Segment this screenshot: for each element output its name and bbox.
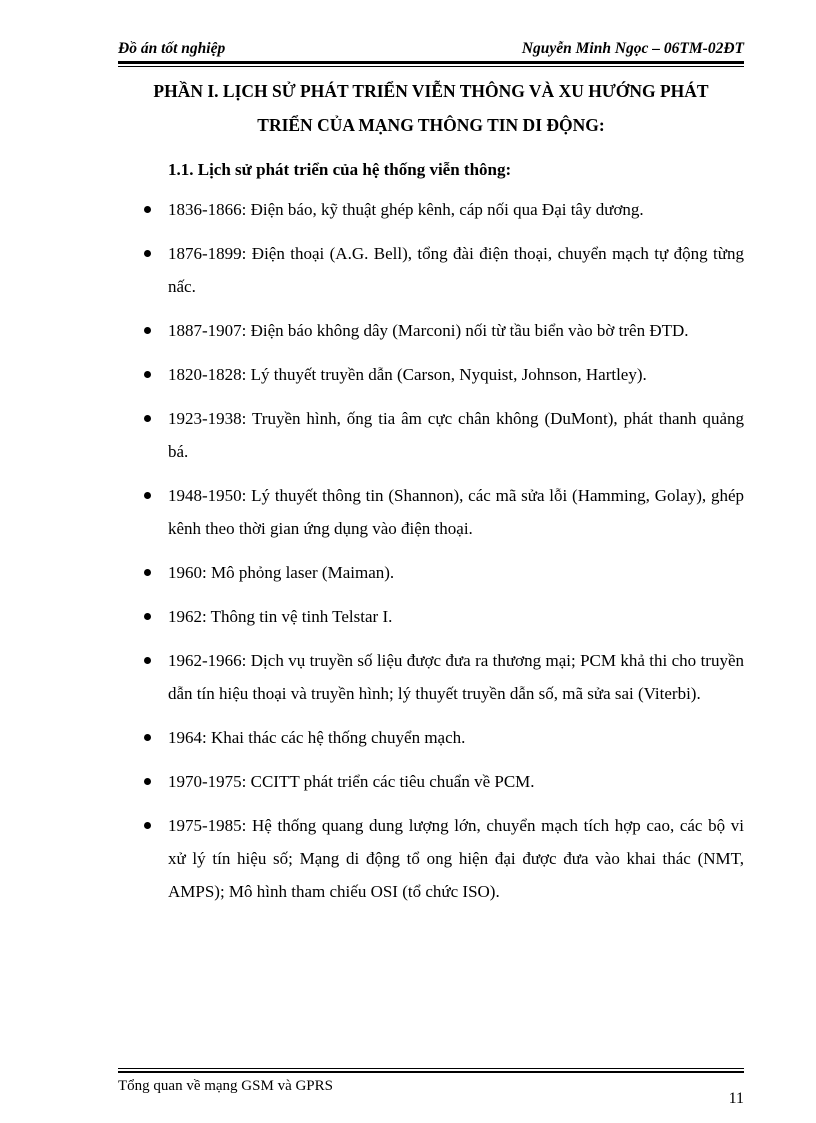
bullet-icon [144, 734, 151, 741]
list-item-text: 1960: Mô phỏng laser (Maiman). [168, 563, 395, 582]
list-item [118, 402, 744, 468]
bullet-icon [144, 371, 151, 378]
history-list [118, 193, 744, 919]
list-item [118, 556, 744, 589]
list-item-text: 1962-1966: Dịch vụ truyền số liệu được đưa ra thương mại; PCM khả thi cho truyền dẫn tín hiệu thoại và truyền hình; lý thuyết truyền dẫn số, mã sửa sai (Viterbi). [168, 651, 744, 703]
bullet-icon [144, 613, 151, 620]
list-item-text: 1948-1950: Lý thuyết thông tin (Shannon), các mã sửa lỗi (Hamming, Golay), ghép kênh theo thời gian ứng dụng vào điện thoại. [168, 486, 744, 538]
title-line-1: PHẦN I. LỊCH SỬ PHÁT TRIỂN VIỄN THÔNG VÀ XU HƯỚNG PHÁT [153, 81, 709, 101]
list-item [118, 358, 744, 391]
header-rule-thin [118, 66, 744, 67]
header-right-text: Nguyễn Minh Ngọc – 06TM-02ĐT [521, 40, 744, 57]
list-item-text: 1970-1975: CCITT phát triển các tiêu chuẩn về PCM. [168, 772, 535, 791]
title-line-2: TRIỂN CỦA MẠNG THÔNG TIN DI ĐỘNG: [257, 115, 605, 135]
list-item-text: 1962: Thông tin vệ tinh Telstar I. [168, 607, 393, 626]
bullet-icon [144, 250, 151, 257]
header-left-text: Đồ án tốt nghiệp [118, 40, 226, 57]
list-item [118, 765, 744, 798]
page-title [118, 74, 744, 142]
page-footer [118, 1068, 744, 1108]
list-item-text: 1964: Khai thác các hệ thống chuyển mạch. [168, 728, 466, 747]
list-item [118, 809, 744, 908]
list-item-text: 1836-1866: Điện báo, kỹ thuật ghép kênh, cáp nối qua Đại tây dương. [168, 200, 644, 219]
bullet-icon [144, 415, 151, 422]
bullet-icon [144, 492, 151, 499]
list-item-text: 1876-1899: Điện thoại (A.G. Bell), tổng đài điện thoại, chuyển mạch tự động từng nấc. [168, 244, 744, 296]
list-item-text: 1820-1828: Lý thuyết truyền dẫn (Carson, Nyquist, Johnson, Hartley). [168, 365, 647, 384]
footer-left-text: Tổng quan về mạng GSM và GPRS [118, 1078, 333, 1094]
list-item-text: 1887-1907: Điện báo không dây (Marconi) nối từ tầu biển vào bờ trên ĐTD. [168, 321, 689, 340]
footer-rule-thin [118, 1068, 744, 1069]
bullet-icon [144, 822, 151, 829]
list-item [118, 193, 744, 226]
list-item [118, 314, 744, 347]
list-item-text: 1975-1985: Hệ thống quang dung lượng lớn, chuyển mạch tích hợp cao, các bộ vi xử lý tín hiệu số; Mạng di động tổ ong hiện đại được đưa vào khai thác (NMT, AMPS); Mô hình tham chiếu OSI (tổ chức ISO). [168, 816, 744, 901]
page-header [118, 36, 744, 66]
list-item [118, 237, 744, 303]
page-number: 11 [728, 1090, 744, 1107]
bullet-icon [144, 657, 151, 664]
bullet-icon [144, 327, 151, 334]
footer-rule-thick [118, 1071, 744, 1073]
bullet-icon [144, 206, 151, 213]
list-item [118, 600, 744, 633]
section-heading: 1.1. Lịch sử phát triển của hệ thống viễn thông: [168, 160, 512, 179]
header-rule-thick [118, 61, 744, 64]
bullet-icon [144, 569, 151, 576]
list-item [118, 644, 744, 710]
list-item-text: 1923-1938: Truyền hình, ống tia âm cực chân không (DuMont), phát thanh quảng bá. [168, 409, 744, 461]
list-item [118, 721, 744, 754]
list-item [118, 479, 744, 545]
bullet-icon [144, 778, 151, 785]
